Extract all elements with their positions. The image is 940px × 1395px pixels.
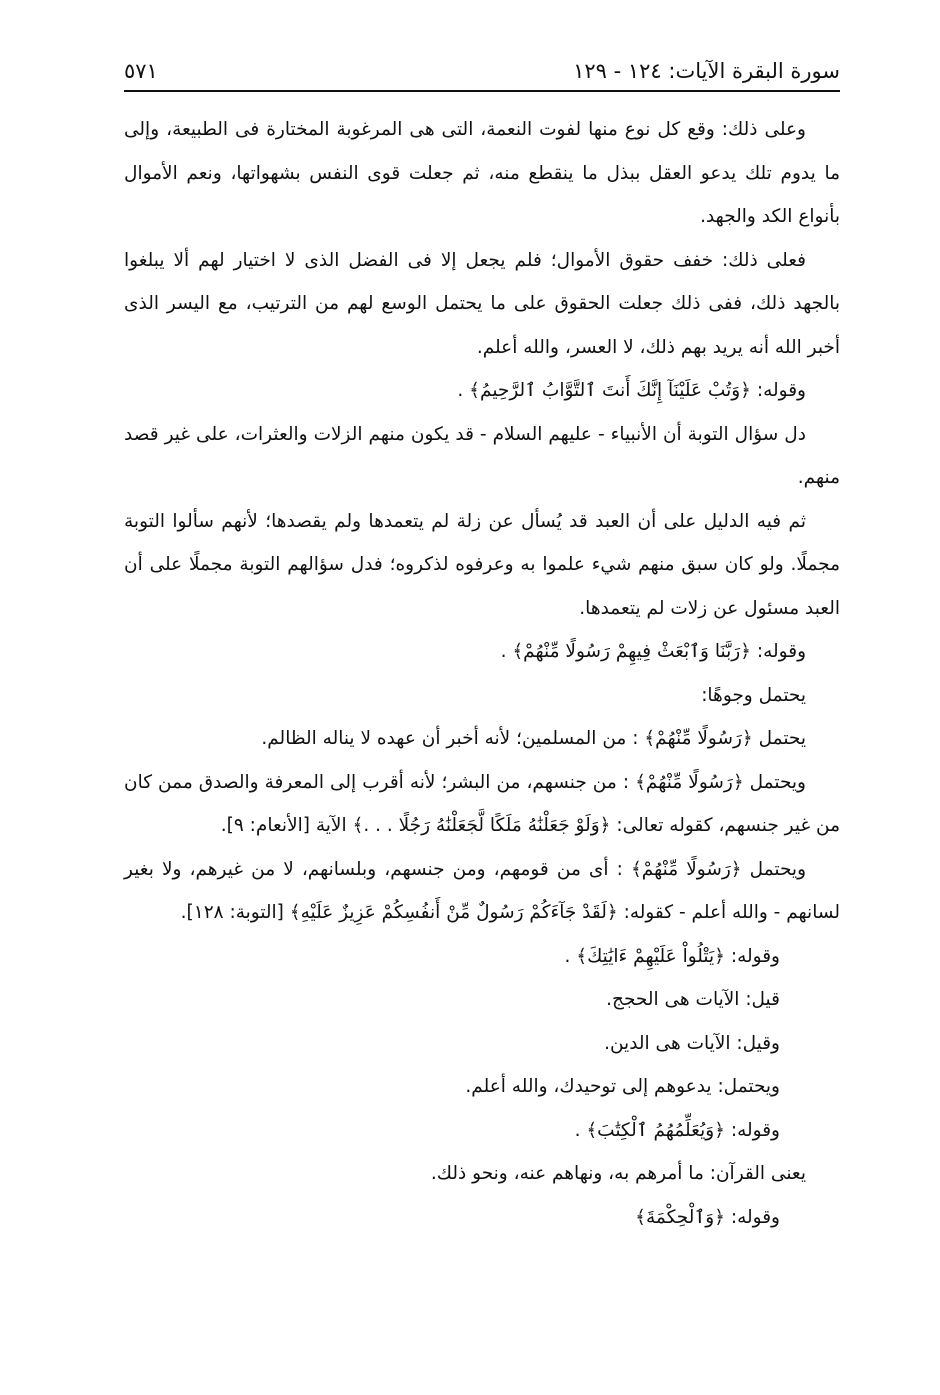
header-title: سورة البقرة الآيات: ١٢٤ - ١٢٩	[573, 59, 840, 83]
paragraph: ويحتمل ﴿رَسُولًا مِّنْهُمْ﴾ : من جنسهم، من البشر؛ لأنه أقرب إلى المعرفة والصدق ممن كان من غير جنسهم، كقوله تعالى: ﴿وَلَوْ جَعَلْنَٰهُ مَلَكًا لَّجَعَلْنَٰهُ رَجُلًا . . .﴾ الآية [الأنعام: ٩].	[124, 771, 840, 836]
paragraph: وقوله: ﴿وَيُعَلِّمُهُمُ ٱلْكِتَٰبَ﴾ .	[574, 1119, 780, 1141]
paragraph: وقوله: ﴿وَتُبْ عَلَيْنَآ إِنَّكَ أَنتَ ٱلتَّوَّابُ ٱلرَّحِيمُ﴾ .	[457, 380, 806, 401]
paragraph: وقيل: الآيات هى الدين.	[604, 1032, 780, 1054]
paragraph: وقوله: ﴿يَتْلُواْ عَلَيْهِمْ ءَايَٰتِكَ﴾ .	[564, 945, 780, 967]
paragraph: وقوله: ﴿رَبَّنَا وَٱبْعَثْ فِيهِمْ رَسُولًا مِّنْهُمْ﴾ .	[500, 641, 806, 662]
paragraph: وقوله: ﴿وَٱلْحِكْمَةَ﴾	[635, 1206, 780, 1228]
paragraph: يحتمل ﴿رَسُولًا مِّنْهُمْ﴾ : من المسلمين؛ لأنه أخبر أن عهده لا يناله الظالم.	[261, 728, 806, 749]
paragraph: يحتمل وجوهًا:	[701, 684, 806, 706]
page	[124, 56, 840, 1239]
paragraph: يعنى القرآن: ما أمرهم به، ونهاهم عنه، ونحو ذلك.	[430, 1163, 806, 1184]
body-text	[124, 108, 840, 1239]
paragraph: ويحتمل ﴿رَسُولًا مِّنْهُمْ﴾ : أى من قومهم، ومن جنسهم، وبلسانهم، لا من غيرهم، ولا بغير لسانهم - والله أعلم - كقوله: ﴿لَقَدْ جَآءَكُمْ رَسُولٌ مِّنْ أَنفُسِكُمْ عَزِيزٌ عَلَيْهِ﴾ [التوبة: ١٢٨].	[124, 858, 840, 923]
page-number: ٥٧١	[124, 59, 158, 83]
paragraph: فعلى ذلك: خفف حقوق الأموال؛ فلم يجعل إلا فى الفضل الذى لا اختيار لهم ألا يبلغوا بالجهد ذلك، ففى ذلك جعلت الحقوق على ما يحتمل الوسع لهم من الترتيب، مع اليسر الذى أخبر الله أنه يريد بهم ذلك، لا العسر، والله أعلم.	[124, 249, 840, 358]
paragraph: وعلى ذلك: وقع كل نوع منها لفوت النعمة، التى هى المرغوبة المختارة فى الطبيعة، وإلى ما يدوم تلك يدعو العقل ببذل ما ينقطع منه، ثم جعلت قوى النفس بشهواتها، ونعم الأموال بأنواع الكد والجهد.	[124, 119, 840, 227]
paragraph: قيل: الآيات هى الحجج.	[606, 989, 780, 1010]
running-header	[124, 56, 840, 92]
paragraph: ويحتمل: يدعوهم إلى توحيدك، والله أعلم.	[465, 1076, 780, 1097]
paragraph: دل سؤال التوبة أن الأنبياء - عليهم السلام - قد يكون منهم الزلات والعثرات، على غير قصد منهم.	[124, 423, 840, 488]
paragraph: ثم فيه الدليل على أن العبد قد يُسأل عن زلة لم يتعمدها ولم يقصدها؛ لأنهم سألوا التوبة مجملًا. ولو كان سبق منهم شيء علموا به وعرفوه لذكروه؛ فدل سؤالهم التوبة مجملًا على أن العبد مسئول عن زلات لم يتعمدها.	[124, 510, 840, 619]
